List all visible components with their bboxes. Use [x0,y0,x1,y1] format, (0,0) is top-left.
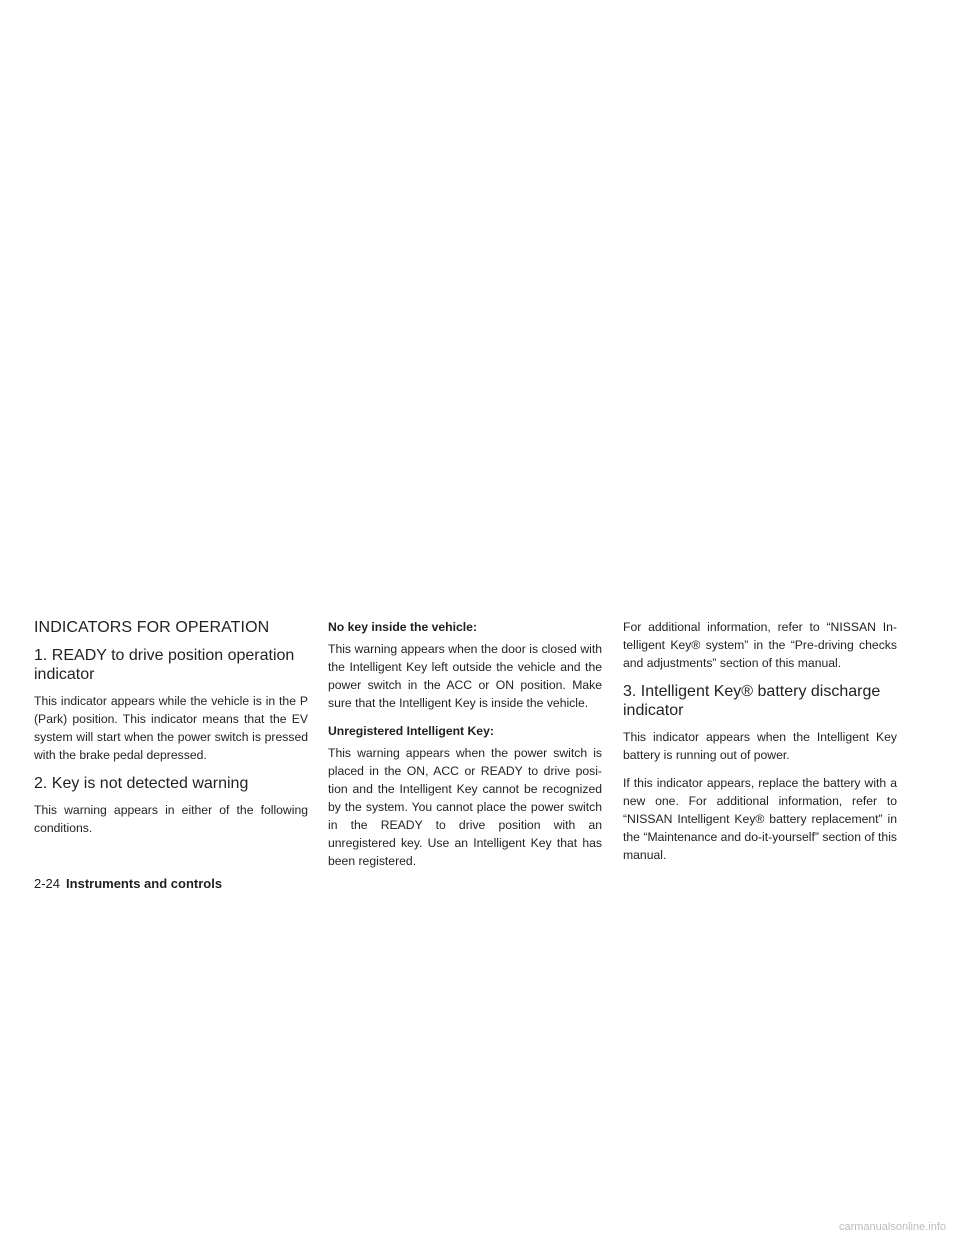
paragraph-no-key: This warning appears when the door is closed with the Intelligent Key left outside the vehicle and the power switch in the ACC or ON position. Make sure that the Intelligent Key is inside the vehicle. [328,642,602,710]
paragraph-unregistered-key: This warning appears when the power switch is placed in the ON, ACC or READY to drive posi-tion and the Intelligent Key cannot be recognized by the system. You cannot place the power switch in the READY to drive position with an unregistered key. Use an Intelligent Key that has been registered. [328,746,602,868]
subheading-unregistered-key: Unregistered Intelligent Key: [328,724,494,738]
paragraph-ready-indicator: This indicator appears while the vehicle is in the P (Park) position. This indicator means that the EV system will start when the power switch is pressed with the brake pedal depressed. [34,694,308,762]
paragraph-battery-replace: If this indicator appears, replace the battery with a new one. For additional information, refer to “NISSAN Intelligent Key® battery replacement” in the “Maintenance and do-it-yourself” section of this manual. [623,776,897,862]
column-2 [328,618,602,880]
subheading-no-key: No key inside the vehicle: [328,620,478,634]
column-1 [34,618,308,847]
section-title: INDICATORS FOR OPERATION [34,619,270,636]
paragraph-additional-info: For additional information, refer to “NISSAN In-telligent Key® system” in the “Pre-driving checks and adjustments” section of this manual. [623,620,897,670]
column-3 [623,618,897,874]
page-number: 2-24 [34,876,61,891]
chapter-title: Instruments and controls [66,876,223,891]
watermark: carmanualsonline.info [838,1221,946,1233]
heading-ready-indicator: 1. READY to drive position operation indicator [34,647,295,683]
page-footer [34,876,222,891]
heading-battery-discharge: 3. Intelligent Key® battery discharge indicator [623,683,881,719]
heading-key-not-detected: 2. Key is not detected warning [34,775,249,792]
paragraph-battery-discharge: This indicator appears when the Intelligent Key battery is running out of power. [623,730,897,762]
paragraph-key-not-detected: This warning appears in either of the following conditions. [34,803,308,835]
